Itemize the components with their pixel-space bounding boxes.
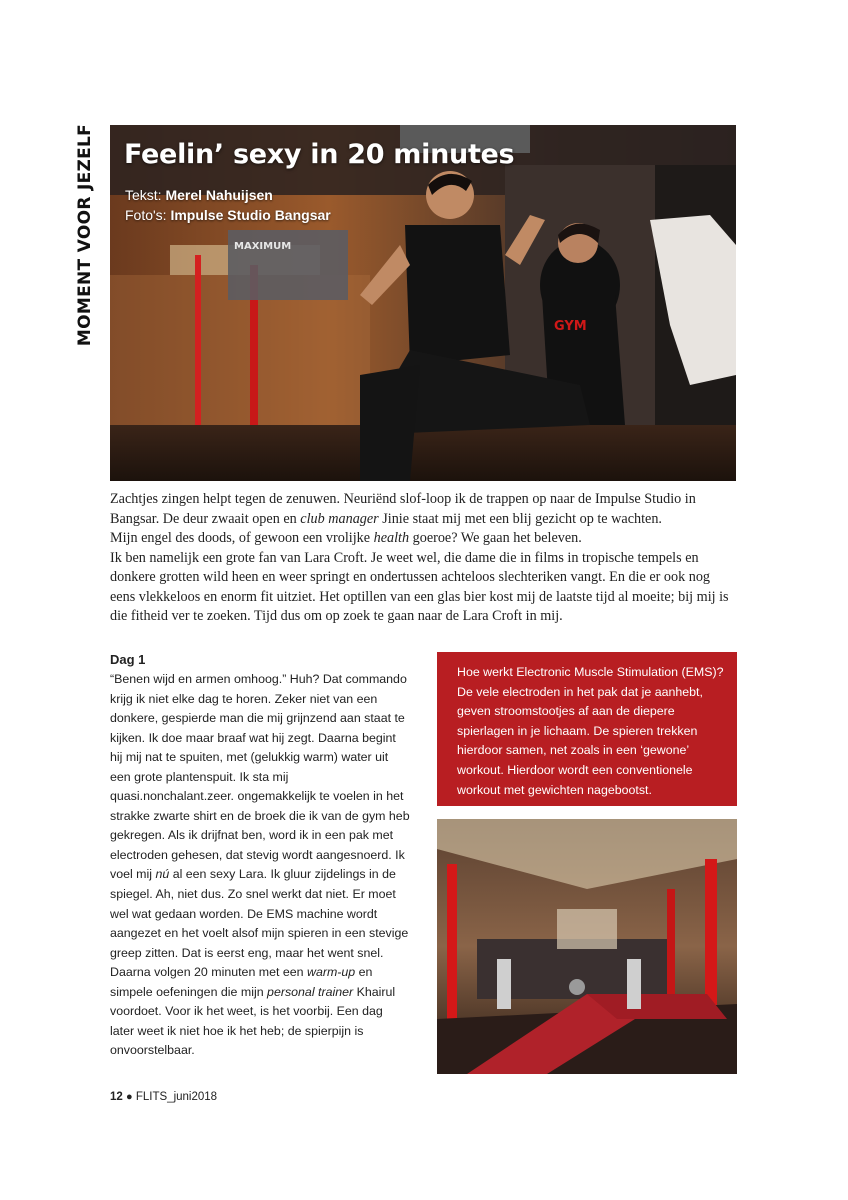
issue-label: _juni2018 [167,1091,218,1103]
article-title: Feelin’ sexy in 20 minutes [124,139,515,170]
intro-text [110,490,738,627]
intro-paragraph: Ik ben namelijk een grote fan van Lara Croft. Je weet wel, die dame die in films in tropische tempels en donkere grotten wild heen en weer springt en ondertussen achteloos slechteriken vangt. En die er ook nog eens vlekkeloos en enorm fit uitziet. Het optillen van een glas bier kost mij de laatste tijd al moeite; bij mij is die fitheid ver te zoeken. Tijd dus om op zoek te gaan naar de Lara Croft in mij. [110,549,729,624]
hero-photo [110,125,736,481]
text-credit-label: Tekst: [125,187,166,203]
bullet-icon: ● [126,1091,133,1103]
day1-body: “Benen wijd en armen omhoog.” Huh? Dat commando krijg ik niet elke dag te horen. Zeker niet van een donkere, gespierde man die mij grijnzend aan staat te kijken. Ik doe maar braaf wat hij zegt. Daarna begint hij mij nat te spuiten, met (gelukkig warm) water uit een grote plantenspuit. Ik sta mij quasi.nonchalant.zeer. ongemakkelijk te voelen in het strakke zwarte shirt en de broek die ik van de gym heb gekregen. Als ik drijfnat ben, word ik in een pak met electroden gehesen, dat stevig wordt aangesnoerd. Ik voel mij nú al een sexy Lara. Ik gluur zijdelings in de spiegel. Ah, niet dus. Zo snel werkt dat niet. Er moet wel wat gedaan worden. De EMS machine wordt aangezet en het voelt alsof mijn spieren in een stevige greep zitten. Dat is eerst eng, maar het went snel. Daarna volgen 20 minuten met een warm-up en simpele oefeningen die mijn personal trainer Khairul voordoet. Voor ik het weet, is het voorbij. Een dag later weet ik niet hoe ik het heb; de spierpijn is onvoorstelbaar. [110,672,410,1058]
intro-paragraph: Zachtjes zingen helpt tegen de zenuwen. Neuriënd slof-loop ik de trappen op naar de Impulse Studio in Bangsar. De deur zwaait open en club manager Jinie staat mij met een blij gezicht op te wachten. [110,491,696,527]
day1-section [110,651,410,1061]
hero-sign-text: MAXIMUM [234,241,292,252]
publication-name: FLITS [135,1091,168,1103]
day1-heading: Dag 1 [110,652,146,667]
intro-paragraph: Mijn engel des doods, of gewoon een vrolijke health goeroe? We gaan het beleven. [110,530,582,546]
page-number: 12 [110,1091,123,1103]
hero-shirt-text: GYM [554,319,587,334]
ems-info-text: Hoe werkt Electronic Muscle Stimulation (EMS)? De vele electroden in het pak dat je aanhebt, geven stroomstootjes af aan de diepere spierlagen in je lichaam. De spieren trekken hierdoor samen, net zoals in een ‘gewone’ workout. Hierdoor wordt een conventionele workout met gewichten nagebootst. [457,665,724,797]
section-label-text: MOMENT VOOR JEZELF [75,123,95,347]
ems-info-box [437,652,737,806]
photo-credit [125,207,331,223]
studio-photo-illustration [437,819,737,1074]
hero-photo-illustration [110,125,736,481]
text-credit-author: Merel Nahuijsen [165,187,273,203]
text-credit [125,187,273,203]
photo-credit-author: Impulse Studio Bangsar [170,207,331,223]
page-footer [110,1091,217,1103]
section-label [72,125,98,345]
studio-photo [437,819,737,1074]
photo-credit-label: Foto's: [125,207,171,223]
